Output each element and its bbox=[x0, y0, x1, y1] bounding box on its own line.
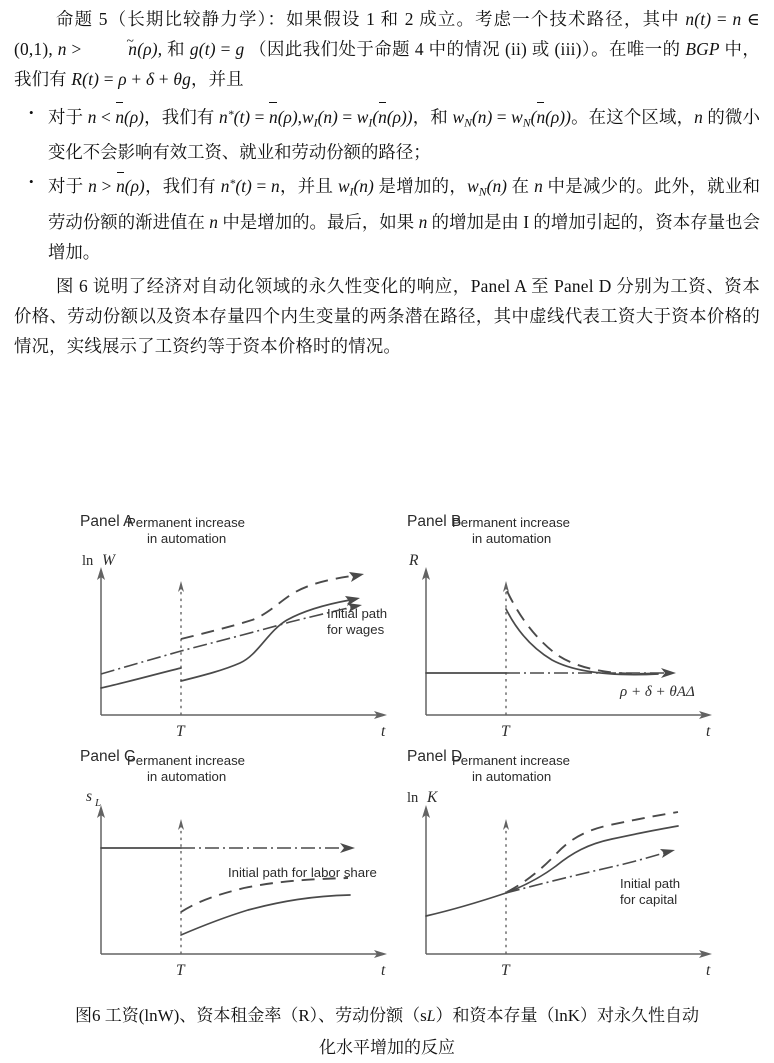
panel-b-x-label: t bbox=[706, 723, 711, 740]
proposition-paragraph: 命题 5（长期比较静力学）：如果假设 1 和 2 成立。考虑一个技术路径，其中 n(t) = n ∈ (0,1), n > ~ n(ρ), 和 g(t) = g （因此我们处于命题 4 中的情况 (ii) 或 (iii)）。在唯一的 BGP 中，我们有 R(t) = ρ + δ + θg，并且 bbox=[14, 4, 760, 94]
panel-b-dashed-curve bbox=[507, 591, 660, 674]
panel-d-initial-path-arrow bbox=[660, 849, 675, 858]
figure-caption-line2: 化水平增加的反应 bbox=[319, 1038, 455, 1057]
panel-a-shock-label-line2: in automation bbox=[147, 531, 227, 546]
panel-d-shock-label-line2: in automation bbox=[472, 769, 552, 784]
panel-b-shock-label-line2: in automation bbox=[472, 531, 552, 546]
panel-c-y-axis-label-var: s bbox=[86, 788, 93, 805]
panel-b bbox=[407, 513, 712, 740]
figure-caption-line1-cont: ）和资本存量（lnK）对永久性自动 bbox=[435, 1006, 699, 1025]
panel-d-x-label: t bbox=[706, 962, 711, 979]
panel-d-y-axis-label-var: K bbox=[427, 789, 438, 806]
figure-description-paragraph: 图 6 说明了经济对自动化领域的永久性变化的响应，Panel A 至 Panel D 分别为工资、资本价格、劳动份额以及资本存量四个内生变量的两条潜在路径，其中虚线代表工资大于资本价格的情况，实线展示了工资约等于资本价格时的情况。 bbox=[14, 275, 760, 356]
panel-b-solid-curve bbox=[506, 609, 658, 675]
figure-6 bbox=[0, 496, 774, 996]
article-text bbox=[14, 4, 760, 363]
panel-c-shock-label-line2: in automation bbox=[147, 769, 227, 784]
panel-a bbox=[80, 513, 387, 740]
panel-c-initial-path-arrow bbox=[340, 843, 355, 853]
figure-caption-subscript: L bbox=[426, 1008, 436, 1025]
panel-d-preshock-path bbox=[426, 893, 506, 916]
panel-a-y-axis-label-var: W bbox=[102, 552, 115, 569]
panel-d-title: Panel D bbox=[407, 748, 463, 765]
panel-b-title: Panel B bbox=[407, 513, 462, 530]
panel-a-shock-arrow bbox=[178, 581, 184, 592]
panel-a-x-label: t bbox=[381, 723, 386, 740]
panel-c-x-label: t bbox=[381, 962, 386, 979]
panel-c-title: Panel C bbox=[80, 748, 136, 765]
figure-caption-line1-text: 图6 工资(lnW)、资本租金率（R）、劳动份额（s bbox=[75, 1006, 427, 1025]
panel-b-steady-state-label: ρ + δ + θAΔ bbox=[620, 684, 695, 700]
panel-b-y-axis-label-var: R bbox=[409, 552, 419, 569]
panel-c-path-label: Initial path for labor share bbox=[228, 865, 377, 880]
panel-d-tick-T: T bbox=[501, 962, 510, 979]
panel-a-tick-T: T bbox=[176, 723, 185, 740]
panel-c-solid-curve bbox=[181, 895, 350, 935]
panel-d-shock-arrow bbox=[503, 819, 509, 830]
panel-a-title: Panel A bbox=[80, 513, 134, 530]
list-item: • 对于 n > n(ρ)，我们有 n*(t) = n，并且 $w_I(n)$ 是增加的，$w_N(n)$ 在 n 中是减少的。此外，就业和劳动份额的渐进值在 n 中是增加的。最后，如果 n 的增加是由 I 的增加引起的，资本存量也会增加。 bbox=[14, 168, 760, 266]
panel-b-shock-arrow bbox=[503, 581, 509, 592]
panel-c-y-axis-label-sub: L bbox=[95, 797, 102, 809]
panel-d-y-axis-label-prefix: ln bbox=[407, 790, 419, 806]
panel-a-path-label-line2: for wages bbox=[327, 622, 385, 637]
panel-d-path-label-line1: Initial path bbox=[620, 876, 681, 891]
panel-c bbox=[80, 748, 387, 979]
list-item: • 对于 n < n(ρ)，我们有 $n^*(t) = n(\rho),w_I(n) = w_I(n(\rho))$，和 $w_N(n) = w_N(n(\rho))$。在这个区域，n 的微小变化不会影响有效工资、就业和劳动份额的路径； bbox=[14, 99, 760, 167]
panel-d bbox=[407, 748, 712, 979]
figure-caption bbox=[14, 1000, 760, 1063]
panel-c-shock-label-line1: Permanent increase bbox=[127, 753, 246, 768]
panel-b-shock-label-line1: Permanent increase bbox=[452, 515, 571, 530]
panel-b-tick-T: T bbox=[501, 723, 510, 740]
panel-a-dashed-curve-arrow bbox=[349, 572, 364, 582]
panel-c-tick-T: T bbox=[176, 962, 185, 979]
panel-a-shock-label-line1: Permanent increase bbox=[127, 515, 246, 530]
figure-caption-line1 bbox=[14, 1000, 760, 1032]
panel-d-shock-label-line1: Permanent increase bbox=[452, 753, 571, 768]
panel-c-dashed-curve bbox=[181, 878, 348, 912]
panel-d-path-label-line2: for capital bbox=[620, 892, 678, 907]
panel-a-path-label-line1: Initial path bbox=[327, 606, 388, 621]
panel-a-initial-path bbox=[101, 607, 352, 674]
panel-c-shock-arrow bbox=[178, 819, 184, 830]
proposition-bullet-list bbox=[14, 99, 760, 267]
panel-a-y-axis-label-prefix: ln bbox=[82, 553, 94, 569]
